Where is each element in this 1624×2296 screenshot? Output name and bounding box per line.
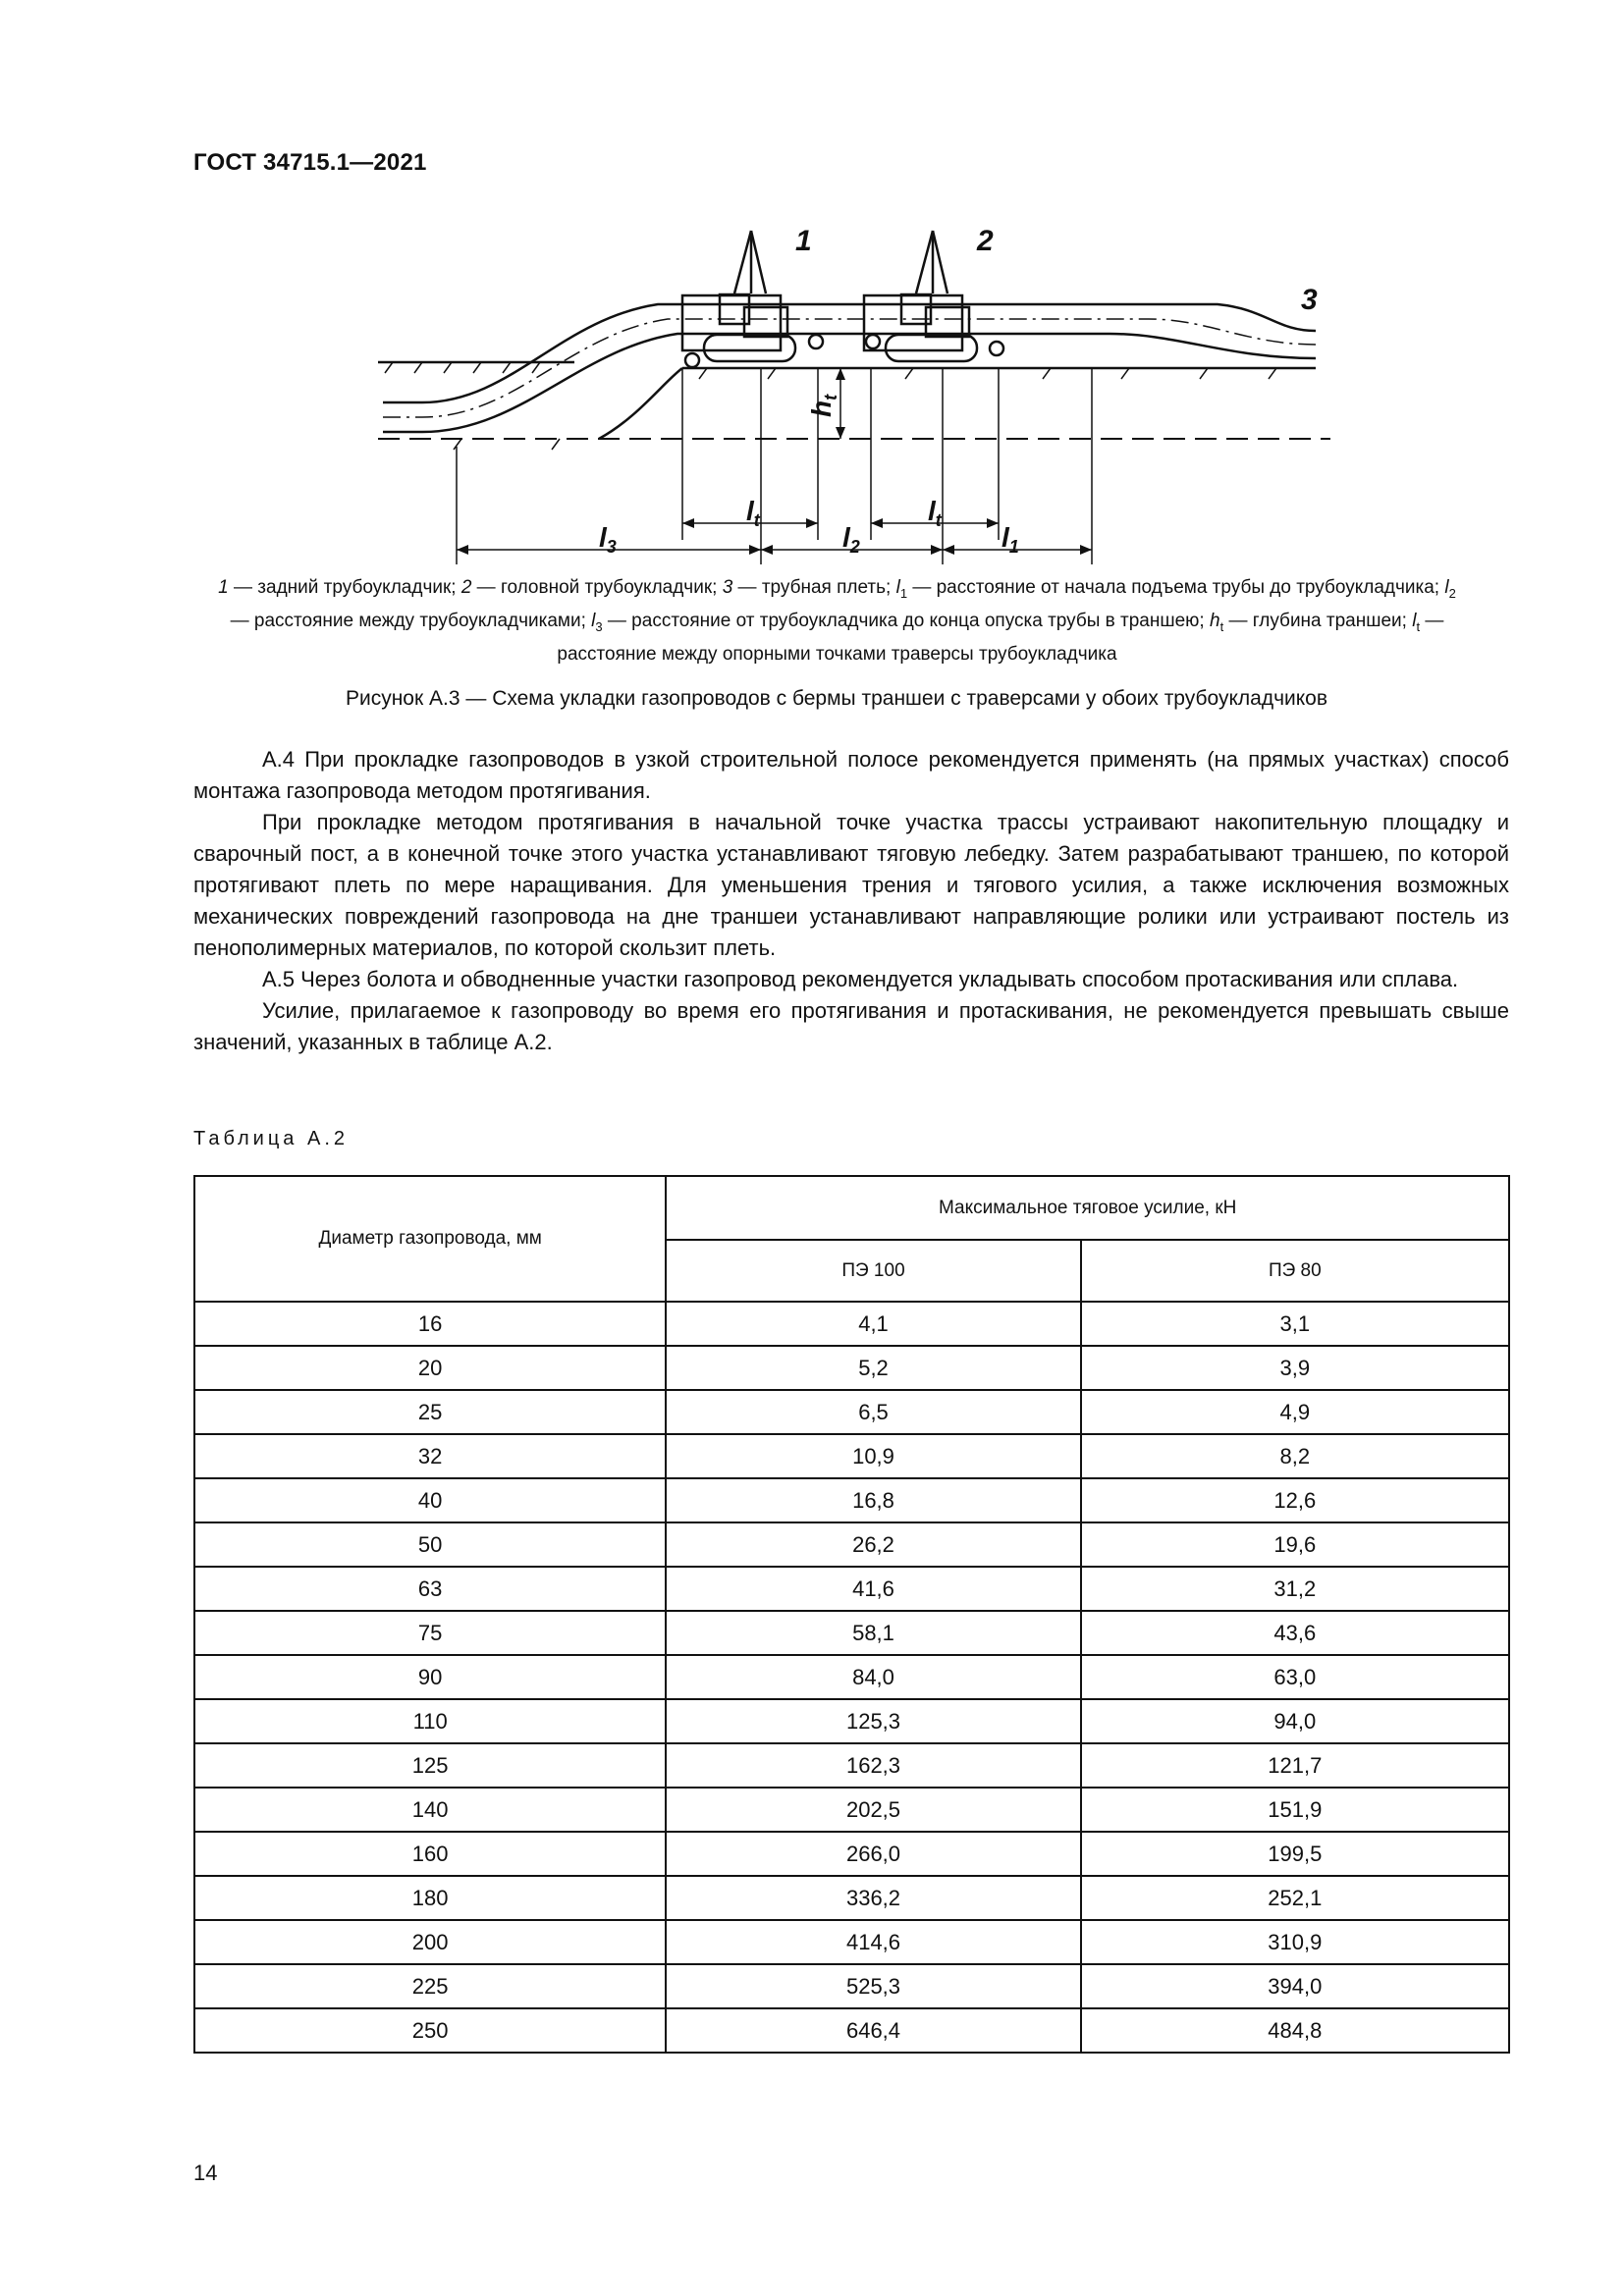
crane1-roller-a [685,353,699,367]
table-row [194,1434,1509,1478]
label-l3: $l_3$ [599,522,617,557]
label-crane1: 1 [795,225,812,257]
paragraph: А.5 Через болота и обводненные участки газопровод рекомендуется укладывать способом протаскивания или сплава. [262,967,1459,991]
table-row [194,1964,1509,2008]
cell-pe100: 41,6 [666,1567,1080,1611]
table-row [194,1478,1509,1522]
legend-sym-l3: l [591,610,596,631]
cell-pe80: 12,6 [1081,1478,1509,1522]
cell-pe100: 58,1 [666,1611,1080,1655]
cell-pe100: 414,6 [666,1920,1080,1964]
legend-sub-l2: 2 [1448,585,1456,601]
cell-pe80: 151,9 [1081,1788,1509,1832]
cell-pe80: 394,0 [1081,1964,1509,2008]
cell-pe100: 6,5 [666,1390,1080,1434]
cell-pe100: 5,2 [666,1346,1080,1390]
crane1-roller-b [809,335,823,348]
legend-text-3: — трубная плеть; [732,577,896,598]
paragraph: А.4 При прокладке газопроводов в узкой строительной полосе рекомендуется применять (на прямых участках) способ монтажа газопровода методом протягивания. [193,747,1509,803]
cell-diameter: 50 [194,1522,666,1567]
legend-text-l1: — расстояние от начала подъема трубы до трубоукладчика; [907,577,1445,598]
legend-sub-lt: t [1416,618,1421,634]
page-number: 14 [193,2161,218,2185]
cell-diameter: 125 [194,1743,666,1788]
cell-pe80: 19,6 [1081,1522,1509,1567]
cell-diameter: 160 [194,1832,666,1876]
cell-pe80: 121,7 [1081,1743,1509,1788]
legend-text-ht: — глубина траншеи; [1223,610,1413,631]
figure-title: Рисунок А.3 — Схема укладки газопроводов с бермы траншеи с траверсами у обоих трубоукладчиков [345,687,1328,710]
cell-diameter: 16 [194,1302,666,1346]
table-row [194,1611,1509,1655]
header-max-force: Максимальное тяговое усилие, кН [666,1176,1509,1240]
figure-legend [211,574,1463,668]
table-row [194,1522,1509,1567]
legend-text-2: — головной трубоукладчик; [471,577,723,598]
cell-diameter: 140 [194,1788,666,1832]
cell-diameter: 25 [194,1390,666,1434]
paragraph: Усилие, прилагаемое к газопроводу во время его протягивания и протаскивания, не рекомендуется превышать свыше значений, указанных в таблице А.2. [193,998,1509,1054]
crane2-boom-b [933,231,947,294]
legend-sym-l2: l [1444,577,1449,598]
header-diameter: Диаметр газопровода, мм [194,1176,666,1302]
cell-pe100: 16,8 [666,1478,1080,1522]
legend-text-l3: — расстояние от трубоукладчика до конца опуска трубы в траншею; [602,610,1210,631]
table-row [194,1567,1509,1611]
cell-pe80: 31,2 [1081,1567,1509,1611]
cell-pe80: 94,0 [1081,1699,1509,1743]
table-row [194,1390,1509,1434]
cell-pe100: 4,1 [666,1302,1080,1346]
cell-pe100: 525,3 [666,1964,1080,2008]
cell-diameter: 225 [194,1964,666,2008]
legend-num-1: 1 [218,577,229,598]
dimension-arrows [457,368,1092,555]
table-row [194,1920,1509,1964]
table-row [194,1699,1509,1743]
body-text [193,744,1509,1058]
table-row [194,1743,1509,1788]
cell-pe80: 484,8 [1081,2008,1509,2053]
label-crane2: 2 [977,225,994,257]
label-l1: $l_1$ [1001,522,1019,557]
cell-pe80: 8,2 [1081,1434,1509,1478]
legend-sub-l3: 3 [595,618,603,634]
header-pe100: ПЭ 100 [666,1240,1080,1302]
legend-num-2: 2 [460,577,472,598]
pipe-laying-figure [363,211,1345,564]
cell-diameter: 63 [194,1567,666,1611]
table-row [194,1302,1509,1346]
label-lt-a: $l_t$ [746,496,760,530]
cell-pe100: 162,3 [666,1743,1080,1788]
crane1-boom-a [734,231,751,294]
table-row [194,1346,1509,1390]
legend-text-l2: — расстояние между трубоукладчиками; [230,610,592,631]
paragraph: При прокладке методом протягивания в начальной точке участка трассы устраивают накопительную площадку и сварочный пост, а в конечной точке этого участка устанавливают тяговую лебедку. Затем разрабатывают траншею, по которой протягивают плеть по мере наращивания. Для уменьшения трения и тягового усилия, а также исключения возможных механических повреждений газопровода на дне траншеи устанавливают направляющие ролики или устраивают постель из пенополимерных материалов, по которой скользит плеть. [193,810,1509,960]
cell-diameter: 40 [194,1478,666,1522]
crane1-boom-b [751,231,766,294]
document-header: ГОСТ 34715.1—2021 [193,149,427,176]
cell-pe80: 3,9 [1081,1346,1509,1390]
cell-pe80: 252,1 [1081,1876,1509,1920]
table-row [194,1876,1509,1920]
cell-pe80: 310,9 [1081,1920,1509,1964]
cell-pe100: 84,0 [666,1655,1080,1699]
table-label: Таблица А.2 [193,1128,349,1149]
pipe-laying-diagram [363,211,1345,564]
pipe-outer-bottom [383,334,1316,432]
cell-diameter: 20 [194,1346,666,1390]
table-row [194,1832,1509,1876]
header-pe80: ПЭ 80 [1081,1240,1509,1302]
cell-pe100: 266,0 [666,1832,1080,1876]
legend-text-lt: — расстояние между опорными точками траверсы трубоукладчика [557,610,1444,665]
cell-diameter: 180 [194,1876,666,1920]
label-lt-b: $l_t$ [928,496,942,530]
cell-diameter: 200 [194,1920,666,1964]
cell-pe80: 63,0 [1081,1655,1509,1699]
legend-sym-ht: h [1209,610,1220,631]
cell-pe80: 43,6 [1081,1611,1509,1655]
pulling-force-table [193,1175,1510,2054]
crane2-roller-b [990,342,1003,355]
cell-diameter: 32 [194,1434,666,1478]
cell-pe100: 125,3 [666,1699,1080,1743]
cell-pe100: 646,4 [666,2008,1080,2053]
cell-pe80: 4,9 [1081,1390,1509,1434]
cell-pe80: 199,5 [1081,1832,1509,1876]
cell-pe100: 26,2 [666,1522,1080,1567]
crane2-boom-a [916,231,933,294]
crane2-roller-a [866,335,880,348]
cell-pe100: 202,5 [666,1788,1080,1832]
cell-diameter: 110 [194,1699,666,1743]
label-l2: $l_2$ [842,522,860,557]
cell-diameter: 90 [194,1655,666,1699]
cell-pe80: 3,1 [1081,1302,1509,1346]
legend-sym-lt: l [1412,610,1417,631]
table-row [194,1788,1509,1832]
trench-wall [599,368,682,439]
label-pipe: 3 [1301,284,1318,316]
legend-sub-ht: t [1219,618,1224,634]
label-ht: $h_t$ [806,394,840,417]
legend-text-1: — задний трубоукладчик; [228,577,461,598]
table-row [194,2008,1509,2053]
cell-diameter: 250 [194,2008,666,2053]
legend-sub-l1: 1 [899,585,908,601]
legend-sym-l1: l [895,577,900,598]
cell-pe100: 10,9 [666,1434,1080,1478]
cell-pe100: 336,2 [666,1876,1080,1920]
legend-num-3: 3 [722,577,733,598]
table-row [194,1655,1509,1699]
cell-diameter: 75 [194,1611,666,1655]
